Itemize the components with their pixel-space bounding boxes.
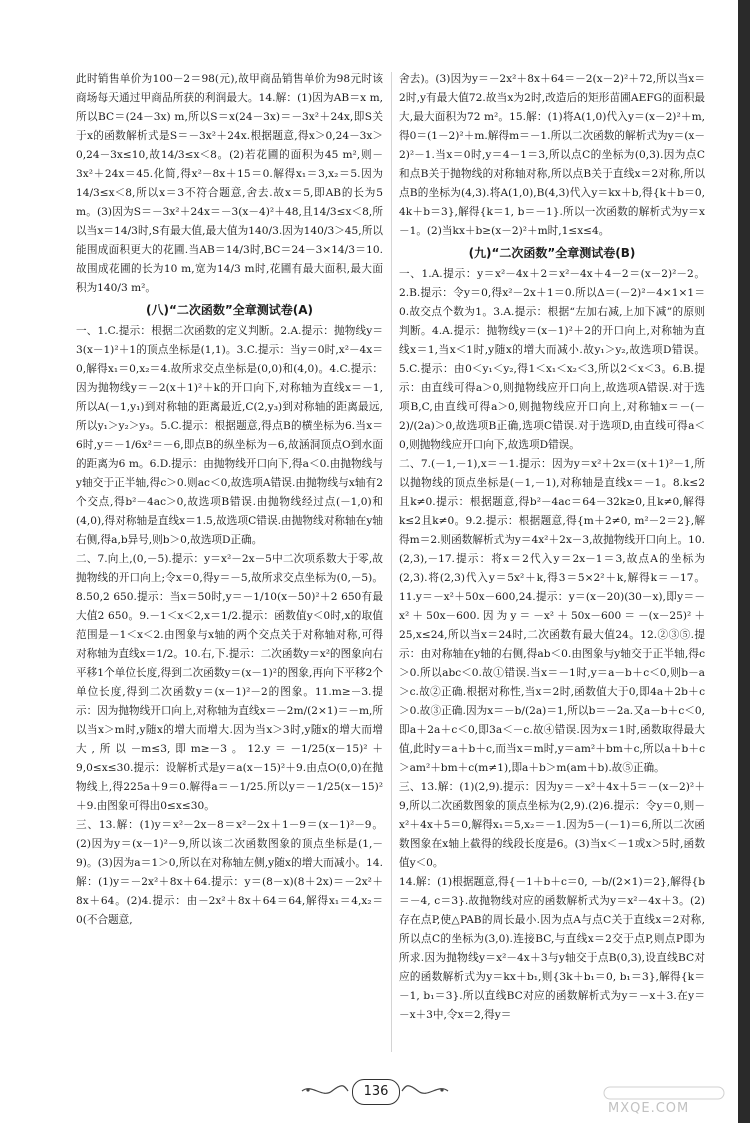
left-paragraph-3: 二、7.向上,(0,－5).提示：y＝x²－2x－5中二次项系数大于零,故抛物线的开口向上;令x＝0,得y＝－5,故所求交点坐标为(0,－5)。8.50,2 650.提示：当x＝50时,y＝－1/10(x－50)²＋2 650有最大值2 650。9.－1＜x＜2,x＝1/2.提示：函数值y＜0时,x的取值范围是－1＜x＜2.由图象与x轴的两个交点关于对称轴对称,可得对称轴为直线x＝1/2。10.右,下.提示：二次函数y＝x²的图象向右平移1个单位长度,得到二次函数y＝(x－1)²的图象,再向下平移2个单位长度,得到二次函数y＝(x－1)²－2的图象。11.m≥－3.提示：因为抛物线开口向上,对称轴为直线x＝－2m/(2×1)＝－m,所以当x＞m时,y随x的增大而增大.因为当x＞3时,y随x的增大而增大,所以－m≤3,即m≥－3。12.y＝－1/25(x－15)²＋9,0≤x≤30.提示：设解析式是y＝a(x－15)²＋9.由点O(0,0)在抛物线上,得225a＋9＝0.解得a＝－1/25.所以y＝－1/25(x－15)²＋9.由图象可得出0≤x≤30。 — [76, 553, 383, 812]
right-paragraph-2: 一、1.A.提示：y＝x²－4x＋2＝x²－4x＋4－2＝(x－2)²－2。2.B.提示：令y＝0,得x²－2x＋1＝0.所以Δ＝(－2)²－4×1×1＝0.故交点个数为1。3.A.提示：根据“左加右减,上加下减”的原则判断。4.A.提示：抛物线y＝(x－1)²＋2的开口向上,对称轴为直线x＝1,当x＜1时,y随x的增大而减小.故y₁＞y₂,故选项D错误。5.C.提示：由0＜y₁＜y₂,得1＜x₁＜x₂＜3,所以2＜x＜3。6.B.提示：由直线可得a＞0,则抛物线应开口向上,故选项A错误.对于选项B,C,由直线可得a＞0,则抛物线应开口向上,对称轴x＝－(－2)/(2a)＞0,故选项B正确,选项C错误.对于选项D,由直线可得a＜0,则抛物线应开口向下,故选项D错误。 — [399, 268, 705, 451]
left-column — [76, 70, 383, 1055]
left-paragraph-4: 三、13.解：(1)y＝x²－2x－8＝x²－2x＋1－9＝(x－1)²－9。(2)因为y＝(x－1)²－9,所以该二次函数图象的顶点坐标是(1,－9)。(3)因为a＝1＞0,所以在对称轴左侧,y随x的增大而减小。14.解：(1)y＝－2x²＋8x＋64.提示：y＝(8－x)(8＋2x)＝－2x²＋8x＋64。(2)4.提示：由－2x²＋8x＋64＝64,解得x₁＝4,x₂＝0(不合题意, — [76, 819, 383, 926]
left-paragraph-2: 一、1.C.提示：根据二次函数的定义判断。2.A.提示：抛物线y＝3(x－1)²＋1的顶点坐标是(1,1)。3.C.提示：当y＝0时,x²－4x＝0,解得x₁＝0,x₂＝4.故所求交点坐标是(0,0)和(4,0)。4.C.提示：因为抛物线y＝－2(x＋1)²＋k的开口向下,对称轴为直线x＝－1,所以A(－1,y₁)到对称轴的距离最近,C(2,y₃)到对称轴的距离最远,所以y₁＞y₂＞y₃。5.C.提示：根据题意,得点B的横坐标为6.当x＝6时,y＝－1/6x²＝－6,即点B的纵坐标为－6,故涵洞顶点O到水面的距离为6 m。6.D.提示：由抛物线开口向下,得a＜0.由抛物线与y轴交于正半轴,得c＞0.则ac＜0,故选项A错误.由抛物线与x轴有2个交点,得b²－4ac＞0,故选项B错误.由抛物线经过点(－1,0)和(4,0),得对称轴是直线x＝1.5,故选项C错误.由抛物线对称轴在y轴右侧,得a,b异号,则b＞0,故选项D正确。 — [76, 325, 383, 546]
left-flourish-icon — [300, 1081, 350, 1101]
page-edge-shadow — [738, 0, 750, 1123]
site-watermark — [600, 1085, 740, 1119]
right-paragraph-1: 舍去)。(3)因为y＝－2x²＋8x＋64＝－2(x－2)²＋72,所以当x＝2时,y有最大值72.故当x为2时,改造后的矩形苗圃AEFG的面积最大,最大面积为72 m²。15.解：(1)将A(1,0)代入y＝(x－2)²＋m,得0＝(1－2)²＋m.解得m＝－1.所以二次函数的解析式为y＝(x－2)²－1.当x＝0时,y＝4－1＝3,所以点C的坐标为(0,3).因为点C和点B关于抛物线的对称轴对称,所以点B关于直线x＝2对称,所以点B的坐标为(4,3).将A(1,0),B(4,3)代入y＝kx＋b,得{k＋b＝0, 4k＋b＝3},解得{k＝1, b＝－1}.所以一次函数的解析式为y＝x－1。(2)当kx＋b≥(x－2)²＋m时,1≤x≤4。 — [399, 73, 705, 237]
page-number: 136 — [352, 1079, 400, 1105]
watermark-logo-icon — [600, 1085, 730, 1101]
section-heading-test-b: (九)“二次函数”全章测试卷(B) — [468, 246, 636, 260]
column-divider — [391, 72, 392, 1052]
right-column — [399, 70, 705, 1055]
right-paragraph-4: 三、13.解：(1)(2,9).提示：因为y＝－x²＋4x＋5＝－(x－2)²＋9,所以二次函数图象的顶点坐标为(2,9).(2)6.提示：令y＝0,则－x²＋4x＋5＝0,解得x₁＝5,x₂＝－1.因为5－(－1)＝6,所以二次函数图象在x轴上截得的线段长度是6。(3)当x＜－1或x＞5时,函数值y＜0。 — [399, 781, 705, 869]
right-flourish-icon — [400, 1081, 450, 1101]
watermark-text: MXQE.COM — [608, 1101, 690, 1116]
left-paragraph-1: 此时销售单价为100－2＝98(元),故甲商品销售单价为98元时该商场每天通过甲商品所获的利润最大。14.解：(1)因为AB＝x m,所以BC＝(24－3x) m,所以S＝x(24－3x)＝－3x²＋24x,即S关于x的函数解析式是S＝－3x²＋24x.根据题意,得x＞0,24－3x＞0,24－3x≤10,故14/3≤x＜8。(2)若花圃的面积为45 m²,则－3x²＋24x＝45.化简,得x²－8x＋15＝0.解得x₁＝3,x₂＝5.因为14/3≤x＜8,所以x＝3不符合题意,舍去.故x＝5,即AB的长为5 m。(3)因为S＝－3x²＋24x＝－3(x－4)²＋48,且14/3≤x＜8,所以当x＝14/3时,S有最大值,最大值为140/3.因为140/3＞45,所以能围成面积更大的花圃.当AB＝14/3时,BC＝24－3×14/3＝10.故围成花圃的长为10 m,宽为14/3 m时,花圃有最大面积,最大面积为140/3 m²。 — [76, 73, 383, 294]
right-paragraph-3: 二、7.(－1,－1),x＝－1.提示：因为y＝x²＋2x＝(x＋1)²－1,所以抛物线的顶点坐标是(－1,－1),对称轴是直线x＝－1。8.k≤2且k≠0.提示：根据题意,得b²－4ac＝64－32k≥0,且k≠0,解得k≤2且k≠0。9.2.提示：根据题意,得{m＋2≠0, m²－2＝2},解得m＝2.则函数解析式为y＝4x²＋2x－3,故抛物线开口向上。10.(2,3),－17.提示：将x＝2代入y＝2x－1＝3,故点A的坐标为(2,3).将(2,3)代入y＝5x²＋k,得3＝5×2²＋k,解得k＝－17。11.y＝－x²＋50x－600,24.提示：y＝(x－20)(30－x),即y＝－x²＋50x－600.因为y＝－x²＋50x－600＝－(x－25)²＋25,x≤24,所以当x＝24时,二次函数有最大值24。12.②③⑤.提示：由对称轴在y轴的右侧,得ab＜0.由图象与y轴交于正半轴,得c＞0.所以abc＜0.故①错误.当x＝－1时,y＝a－b＋c＜0,则b－a＞c.故②正确.根据对称性,当x＝2时,函数值大于0,即4a＋2b＋c＞0.故③正确.因为x＝－b/(2a)＝1,所以b＝－2a.又a－b＋c＜0,即a＋2a＋c＜0,即3a＜－c.故④错误.因为x＝1时,函数取得最大值,此时y＝a＋b＋c,而当x＝m时,y＝am²＋bm＋c,所以a＋b＋c＞am²＋bm＋c(m≠1),即a＋b＞m(am＋b).故⑤正确。 — [399, 458, 705, 774]
page-footer — [300, 1073, 450, 1109]
right-paragraph-5: 14.解：(1)根据题意,得{－1＋b＋c＝0, －b/(2×1)＝2},解得{b＝－4, c＝3}.故抛物线对应的函数解析式为y＝x²－4x＋3。(2)存在点P,使△PAB的周长最小.因为点A与点C关于直线x＝2对称,所以点C的坐标为(3,0).连接BC,与直线x＝2交于点P,则点P即为所求.因为抛物线y＝x²－4x＋3与y轴交于点B(0,3),设直线BC对应的函数解析式为y＝kx＋b₁,则{3k＋b₁＝0, b₁＝3},解得{k＝－1, b₁＝3}.所以直线BC对应的函数解析式为y＝－x＋3.在y＝－x＋3中,令x＝2,得y＝ — [399, 876, 705, 1021]
section-heading-test-a: (八)“二次函数”全章测试卷(A) — [146, 303, 313, 317]
